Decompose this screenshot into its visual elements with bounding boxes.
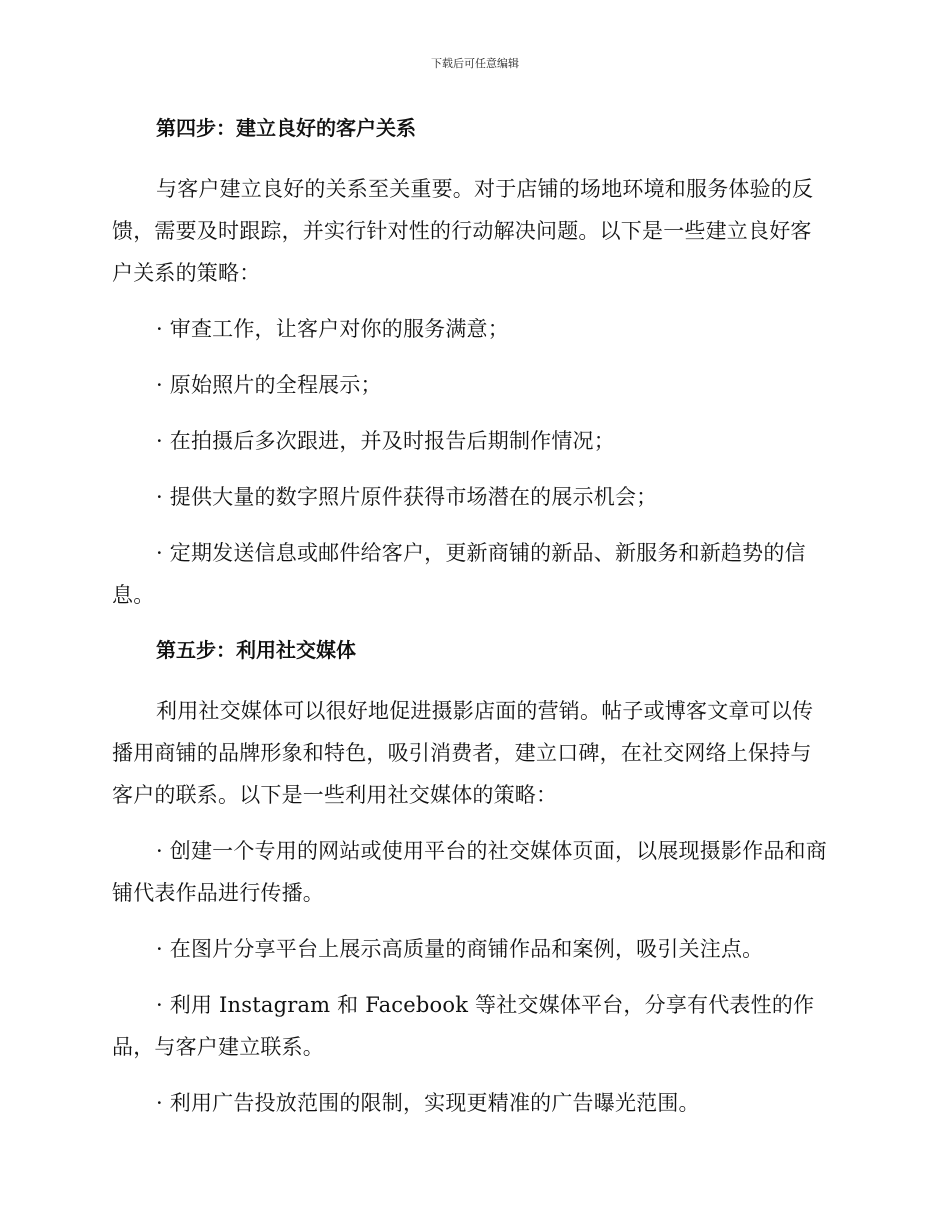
header-note: 下载后可任意编辑 xyxy=(431,57,519,70)
section4-bullet-3: · 在拍摄后多次跟进，并及时报告后期制作情况； xyxy=(156,429,615,453)
section4-bullet-5: · 定期发送信息或邮件给客户，更新商铺的新品、新服务和新趋势的信息。 xyxy=(112,541,806,607)
section-heading-step5: 第五步：利用社交媒体 xyxy=(156,638,356,662)
section4-intro: 与客户建立良好的关系至关重要。对于店铺的场地环境和服务体验的反馈，需要及时跟踪，并实行针对性的行动解决问题。以下是一些建立良好客户关系的策略： xyxy=(112,177,814,285)
section4-bullet-4: · 提供大量的数字照片原件获得市场潜在的展示机会； xyxy=(156,485,658,509)
section-heading-step4: 第四步：建立良好的客户关系 xyxy=(156,116,416,140)
document-body xyxy=(112,108,832,1138)
section4-bullet-1: · 审查工作，让客户对你的服务满意； xyxy=(156,317,509,341)
section5-bullet-4: · 利用广告投放范围的限制，实现更精准的广告曝光范围。 xyxy=(156,1091,700,1115)
section5-bullet-1: · 创建一个专用的网站或使用平台的社交媒体页面，以展现摄影作品和商铺代表作品进行传播。 xyxy=(112,839,827,905)
section5-intro: 利用社交媒体可以很好地促进摄影店面的营销。帖子或博客文章可以传播用商铺的品牌形象和特色，吸引消费者，建立口碑，在社交网络上保持与客户的联系。以下是一些利用社交媒体的策略： xyxy=(112,699,814,807)
section5-bullet-2: · 在图片分享平台上展示高质量的商铺作品和案例，吸引关注点。 xyxy=(156,937,764,961)
section5-bullet-3: · 利用 Instagram 和 Facebook 等社交媒体平台，分享有代表性的作品，与客户建立联系。 xyxy=(112,993,815,1059)
section4-bullet-2: · 原始照片的全程展示； xyxy=(156,373,382,397)
